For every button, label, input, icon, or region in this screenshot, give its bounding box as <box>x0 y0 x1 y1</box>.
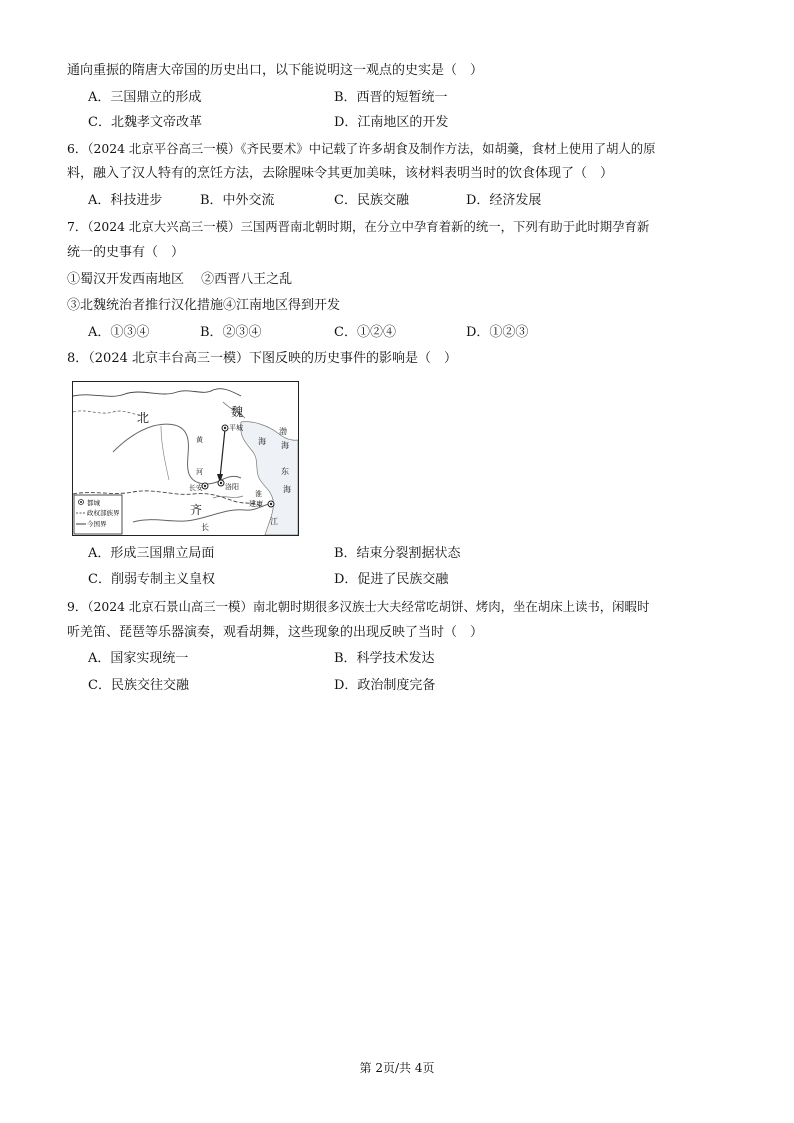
q7-option-b: B．②③④ <box>200 325 262 340</box>
q9-option-b: B．科学技术发达 <box>334 651 435 666</box>
q7-option-c: C．①②④ <box>334 325 396 340</box>
q8-stem: 8．（2024 北京丰台高三一模）下图反映的历史事件的影响是（ ） <box>67 351 457 366</box>
map-label-jiankang: 建康 <box>249 500 263 508</box>
map-label-bo: 渤 <box>279 427 287 436</box>
q7-stem-line2: 统一的史事有（ ） <box>67 245 185 260</box>
q8-option-d: D．促进了民族交融 <box>334 572 449 587</box>
map-label-hai2: 海 <box>281 441 289 450</box>
legend-modern-border: 今国界 <box>87 520 107 528</box>
q7-items-line1: ①蜀汉开发西南地区 ②西晋八王之乱 <box>67 272 293 287</box>
page-footer: 第 2页/共 4页 <box>359 1061 435 1075</box>
q7-option-a: A．①③④ <box>88 325 150 340</box>
map-label-hai3: 海 <box>283 485 291 494</box>
map-label-huai: 淮 <box>255 490 262 498</box>
q6-option-c: C．民族交融 <box>334 193 409 208</box>
q5-option-b: B．西晋的短暂统一 <box>334 90 448 105</box>
map-label-luoyang: 洛阳 <box>225 483 239 491</box>
map-label-wei: 魏 <box>231 405 244 419</box>
q7-items-line2: ③北魏统治者推行汉化措施④江南地区得到开发 <box>67 298 341 313</box>
q6-stem-line1: 6．（2024 北京平谷高三一模）《齐民要术》中记载了许多胡食及制作方法，如胡羹，食材上使用了胡人的原 <box>67 141 656 156</box>
q5-stem: 通向重振的隋唐大帝国的历史出口，以下能说明这一观点的史实是（ ） <box>67 63 484 78</box>
q9-option-c: C．民族交往交融 <box>88 678 189 693</box>
map-label-chang: 长 <box>201 523 209 532</box>
q9-option-d: D．政治制度完备 <box>334 678 436 693</box>
map-label-jiang: 江 <box>270 517 278 526</box>
q6-option-b: B．中外交流 <box>200 193 275 208</box>
legend-capital: 都城 <box>87 499 100 507</box>
map-label-pingcheng: 平城 <box>229 424 243 432</box>
q5-option-c: C．北魏孝文帝改革 <box>88 115 202 130</box>
map-label-dong: 东 <box>281 467 289 476</box>
q6-option-a: A．科技进步 <box>88 193 163 208</box>
map-label-north: 北 <box>137 411 150 425</box>
legend-regime-border: 政权部族界 <box>87 509 120 517</box>
q9-option-a: A．国家实现统一 <box>88 651 189 666</box>
map-label-hai1: 海 <box>258 437 266 446</box>
q5-option-a: A．三国鼎立的形成 <box>88 90 202 105</box>
q5-option-d: D．江南地区的开发 <box>334 115 449 130</box>
map-label-he2: 河 <box>196 468 203 476</box>
q7-option-d: D．①②③ <box>466 325 529 340</box>
q6-stem-line2: 料，融入了汉人特有的烹饪方法，去除腥味令其更加美味，该材料表明当时的饮食体现了（ ） <box>67 166 614 181</box>
q8-option-b: B．结束分裂割据状态 <box>334 546 461 561</box>
q7-stem-line1: 7．（2024 北京大兴高三一模）三国两晋南北朝时期，在分立中孕育着新的统一，下列有助于此时期孕育新 <box>67 219 650 234</box>
map-label-qi: 齐 <box>190 503 203 517</box>
q8-option-a: A．形成三国鼎立局面 <box>88 546 215 561</box>
map-label-changan: 长安 <box>189 484 203 492</box>
q9-stem-line1: 9．（2024 北京石景山高三一模）南北朝时期很多汉族士大夫经常吃胡饼、烤肉，坐在胡床上读书，闲暇时 <box>67 599 650 614</box>
map-legend <box>74 495 122 534</box>
map-label-he1: 黄 <box>196 436 203 444</box>
q8-option-c: C．削弱专制主义皇权 <box>88 572 215 587</box>
history-map <box>72 381 299 536</box>
q9-stem-line2: 听羌笛、琵琶等乐器演奏，观看胡舞，这些现象的出现反映了当时（ ） <box>67 625 484 640</box>
q6-option-d: D．经济发展 <box>466 193 542 208</box>
